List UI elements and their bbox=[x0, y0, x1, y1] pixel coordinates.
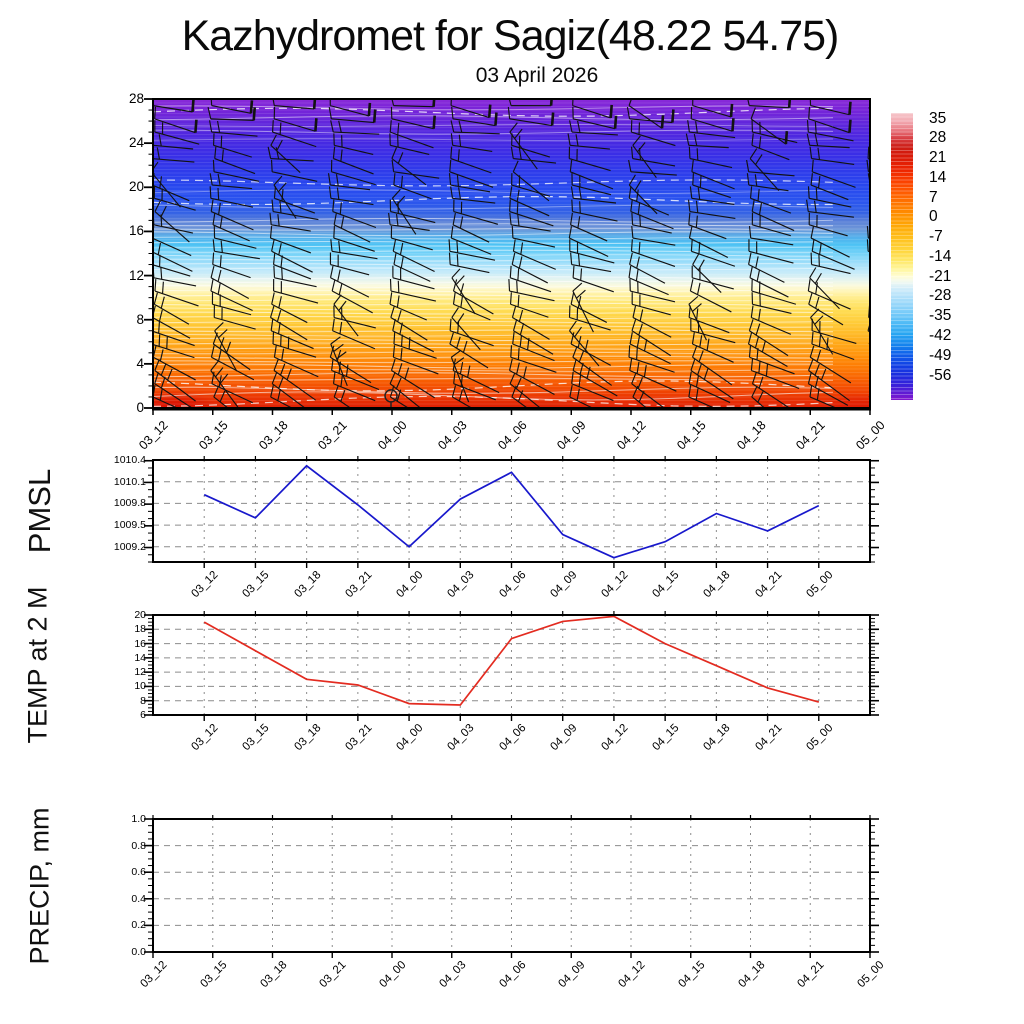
x-tick-label: 03_18 bbox=[257, 959, 289, 991]
main-y-tick-label: 0 bbox=[136, 400, 144, 415]
temp-y-tick-label: 14 bbox=[134, 651, 146, 664]
main-y-tick-label: 12 bbox=[128, 267, 144, 283]
pmsl-chart-panel bbox=[153, 460, 870, 562]
x-tick-label: 04_00 bbox=[375, 418, 410, 453]
cross-section-panel bbox=[153, 99, 870, 408]
x-tick-label: 03_12 bbox=[189, 569, 221, 601]
colorbar-tick-label: -42 bbox=[929, 326, 952, 344]
x-tick-label: 04_06 bbox=[496, 569, 528, 601]
x-tick-label: 04_00 bbox=[394, 569, 426, 601]
x-tick-label: 04_03 bbox=[445, 569, 477, 601]
colorbar-tick-label: -14 bbox=[929, 247, 952, 265]
temp-y-tick-label: 12 bbox=[134, 666, 146, 679]
pmsl-y-tick-label: 1009.5 bbox=[113, 519, 146, 532]
colorbar-tick-label: 21 bbox=[929, 149, 947, 167]
x-tick-label: 04_21 bbox=[793, 418, 829, 453]
x-tick-label: 04_12 bbox=[599, 722, 631, 754]
x-tick-label: 04_21 bbox=[752, 569, 785, 601]
x-tick-label: 03_18 bbox=[255, 418, 291, 453]
x-tick-label: 04_15 bbox=[676, 959, 708, 991]
precip-axis-title: PRECIP, mm bbox=[24, 807, 55, 965]
x-tick-label: 04_09 bbox=[548, 722, 580, 754]
colorbar-tick-label: 7 bbox=[929, 188, 938, 206]
colorbar-tick-label: 28 bbox=[929, 129, 947, 147]
main-y-tick-label: 4 bbox=[136, 355, 144, 371]
x-tick-label: 03_12 bbox=[138, 959, 170, 991]
x-tick-label: 03_12 bbox=[189, 722, 221, 754]
temp-y-tick-label: 10 bbox=[134, 680, 146, 693]
x-tick-label: 04_06 bbox=[494, 418, 530, 453]
temp-chart-panel bbox=[153, 615, 870, 715]
x-tick-label: 04_09 bbox=[556, 959, 588, 991]
colorbar-tick-label: -35 bbox=[929, 307, 952, 325]
x-tick-label: 04_00 bbox=[394, 722, 426, 754]
temp-y-tick-label: 16 bbox=[134, 637, 146, 650]
main-y-tick-label: 20 bbox=[128, 179, 144, 195]
page-title: Kazhydromet for Sagiz(48.22 54.75) bbox=[181, 12, 839, 60]
x-tick-label: 04_03 bbox=[445, 722, 477, 754]
x-tick-label: 05_00 bbox=[853, 418, 888, 453]
x-tick-label: 05_00 bbox=[804, 569, 836, 601]
temp-y-tick-label: 18 bbox=[134, 623, 146, 636]
x-tick-label: 04_03 bbox=[437, 959, 469, 991]
precip-y-tick-label: 0.8 bbox=[131, 839, 146, 852]
x-tick-label: 04_12 bbox=[599, 569, 631, 601]
precip-plot bbox=[123, 789, 900, 982]
colorbar-tick-label: 0 bbox=[929, 208, 938, 226]
colorbar-tick-label: 35 bbox=[929, 109, 947, 127]
x-tick-label: 03_12 bbox=[136, 418, 171, 453]
colorbar-tick-label: -28 bbox=[929, 287, 952, 305]
pmsl-y-tick-label: 1009.2 bbox=[113, 540, 146, 553]
precip-chart-panel bbox=[153, 819, 870, 952]
x-tick-label: 04_21 bbox=[752, 722, 785, 754]
temp-y-tick-label: 20 bbox=[134, 609, 146, 621]
precip-y-tick-label: 1.0 bbox=[131, 813, 146, 825]
x-tick-label: 05_00 bbox=[855, 959, 887, 991]
main-y-tick-label: 16 bbox=[128, 223, 144, 239]
x-tick-label: 04_15 bbox=[650, 569, 682, 601]
pmsl-axis-title: PMSL bbox=[22, 468, 57, 554]
x-tick-label: 04_18 bbox=[701, 569, 733, 601]
temp-y-tick-label: 8 bbox=[140, 694, 146, 707]
x-tick-label: 03_18 bbox=[292, 722, 324, 754]
pmsl-y-tick-label: 1010.4 bbox=[113, 454, 146, 466]
colorbar-tick-label: -21 bbox=[929, 267, 952, 285]
main-y-tick-label: 28 bbox=[128, 91, 144, 106]
x-tick-label: 03_21 bbox=[343, 722, 375, 754]
x-tick-label: 04_15 bbox=[650, 722, 682, 754]
x-tick-label: 04_00 bbox=[377, 959, 409, 991]
x-tick-label: 04_18 bbox=[733, 418, 769, 453]
temp-plot bbox=[123, 585, 900, 745]
x-tick-label: 03_15 bbox=[196, 418, 231, 453]
page-subtitle: 03 April 2026 bbox=[475, 64, 599, 87]
colorbar-tick-label: -49 bbox=[929, 346, 952, 364]
precip-y-tick-label: 0.2 bbox=[131, 919, 146, 932]
pmsl-y-tick-label: 1009.8 bbox=[113, 497, 146, 510]
x-tick-label: 04_12 bbox=[616, 959, 648, 991]
x-tick-label: 03_21 bbox=[315, 418, 351, 453]
x-tick-label: 04_06 bbox=[496, 722, 528, 754]
main-y-tick-label: 8 bbox=[136, 311, 144, 327]
precip-y-tick-label: 0.4 bbox=[131, 892, 146, 905]
colorbar-tick-label: -56 bbox=[929, 366, 952, 384]
x-tick-label: 03_21 bbox=[343, 569, 375, 601]
x-tick-label: 03_18 bbox=[292, 569, 324, 601]
x-tick-label: 04_03 bbox=[435, 418, 470, 453]
main-y-tick-label: 24 bbox=[128, 135, 144, 151]
pmsl-y-tick-label: 1010.1 bbox=[113, 475, 146, 488]
temp-y-tick-label: 6 bbox=[140, 709, 146, 721]
precip-y-tick-label: 0.6 bbox=[131, 866, 146, 879]
colorbar-tick-label: 14 bbox=[929, 168, 947, 186]
precip-y-tick-label: 0.0 bbox=[131, 946, 146, 958]
colorbar bbox=[891, 113, 913, 400]
x-tick-label: 04_09 bbox=[548, 569, 580, 601]
x-tick-label: 03_21 bbox=[317, 959, 349, 991]
x-tick-label: 04_15 bbox=[674, 418, 709, 453]
x-tick-label: 05_00 bbox=[804, 722, 836, 754]
x-tick-label: 03_15 bbox=[198, 959, 230, 991]
cross-section-plot bbox=[123, 69, 900, 438]
temp-axis-title: TEMP at 2 M bbox=[22, 586, 53, 744]
x-tick-label: 04_12 bbox=[614, 418, 649, 453]
x-tick-label: 04_18 bbox=[735, 959, 767, 991]
x-tick-label: 04_21 bbox=[795, 959, 827, 991]
colorbar-tick-label: -7 bbox=[929, 228, 943, 246]
x-tick-label: 04_06 bbox=[496, 959, 528, 991]
x-tick-label: 03_15 bbox=[240, 722, 272, 754]
x-tick-label: 04_18 bbox=[701, 722, 733, 754]
x-tick-label: 03_15 bbox=[240, 569, 272, 601]
x-tick-label: 04_09 bbox=[554, 418, 590, 453]
pmsl-plot bbox=[123, 430, 900, 592]
